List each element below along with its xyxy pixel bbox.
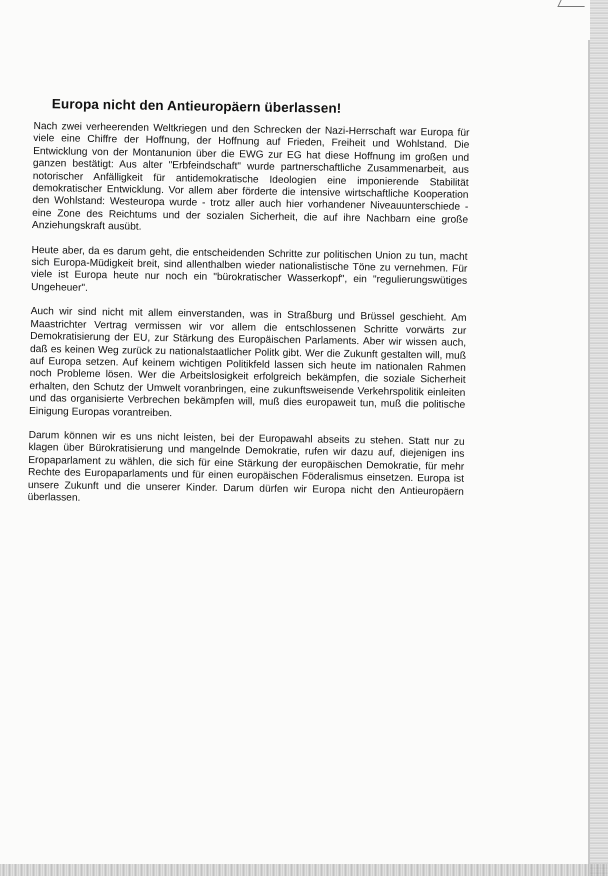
paragraph-3: Auch wir sind nicht mit allem einverstanden, was in Straßburg und Brüssel geschieht. Am Maastrichter Vertrag vermissen wir vor allem die entschlossenen Schritte vorwärts zur Demokratisierung der EU, zur Stärkung des Europäischen Parlaments. Aber wir wissen auch, daß es keinen Weg zurück zu nationalstaatlicher Politk gibt. Wer die Zukunft gestalten will, muß auf Europa setzen. Auf keinem wichtigen Politikfeld lassen sich heute im nationalen Rahmen noch Probleme lösen. Wer die Arbeitslosigkeit erfolgreich bekämpfen, die soziale Sicherheit erhalten, den Schutz der Umwelt voranbringen, eine zukunftsweisende Verkehrspolitik einleiten und das organisierte Verbrechen bekämpfen will, muß dies europaweit tun, muß die politische Einigung Europas vorantreiben. <box>28 306 467 419</box>
document-body <box>27 96 470 523</box>
scan-corner-mark <box>557 0 587 7</box>
scan-edge-bottom <box>0 864 608 876</box>
paragraph-4: Darum können wir es uns nicht leisten, bei der Europawahl abseits zu stehen. Statt nur zu klagen über Bürokratisierung und mangelnde Demokratie, rufen wir dazu auf, diejenigen ins Eropaparlament zu wählen, die sich für eine Stärkung der europäischen Demokratie, für mehr Rechte des Europaparlaments und für einen europäischen Föderalismus einsetzen. Europa ist unsere Zukunft und die unserer Kinder. Darum dürfen wir Europa nicht den Antieuropäern überlassen. <box>27 429 465 504</box>
paragraph-1: Nach zwei verheerenden Weltkriegen und den Schrecken der Nazi-Herrschaft war Europa für viele eine Chiffre der Hoffnung, der Hoffnung auf Frieden, Freiheit und Wohlstand. Die Entwicklung von der Montanunion über die EWG zur EG hat diese Hoffnung im großen und ganzen bestätigt: Aus alter "Erbfeindschaft" wurde partnerschaftliche Zusammenarbeit, aus notorischer Anfälligkeit für antidemokratische Ideologien eine imponierende Stabilität demokratischer Entwicklung. Vor allem aber förderte die intensive wirtschaftliche Kooperation den Wohlstand: Westeuropa wurde - trotz aller auch hier vorhandener Niveauunterschiede - eine Zone des Reichtums und der sozialen Sicherheit, die auf ihre Nachbarn eine große Anziehungskraft ausübt. <box>31 120 470 233</box>
document-title: Europa nicht den Antieuropäern überlassen! <box>51 96 342 116</box>
scan-edge-right <box>590 0 608 876</box>
paragraph-2: Heute aber, da es darum geht, die entscheidenden Schritte zur politischen Union zu tun, macht sich Europa-Müdigkeit breit, sind allenthalben wieder nationalistische Töne zu vernehmen. Für viele ist Europa heute nur noch ein "bürokratischer Wasserkopf", ein "regulierungswütiges Ungeheuer". <box>30 244 468 294</box>
